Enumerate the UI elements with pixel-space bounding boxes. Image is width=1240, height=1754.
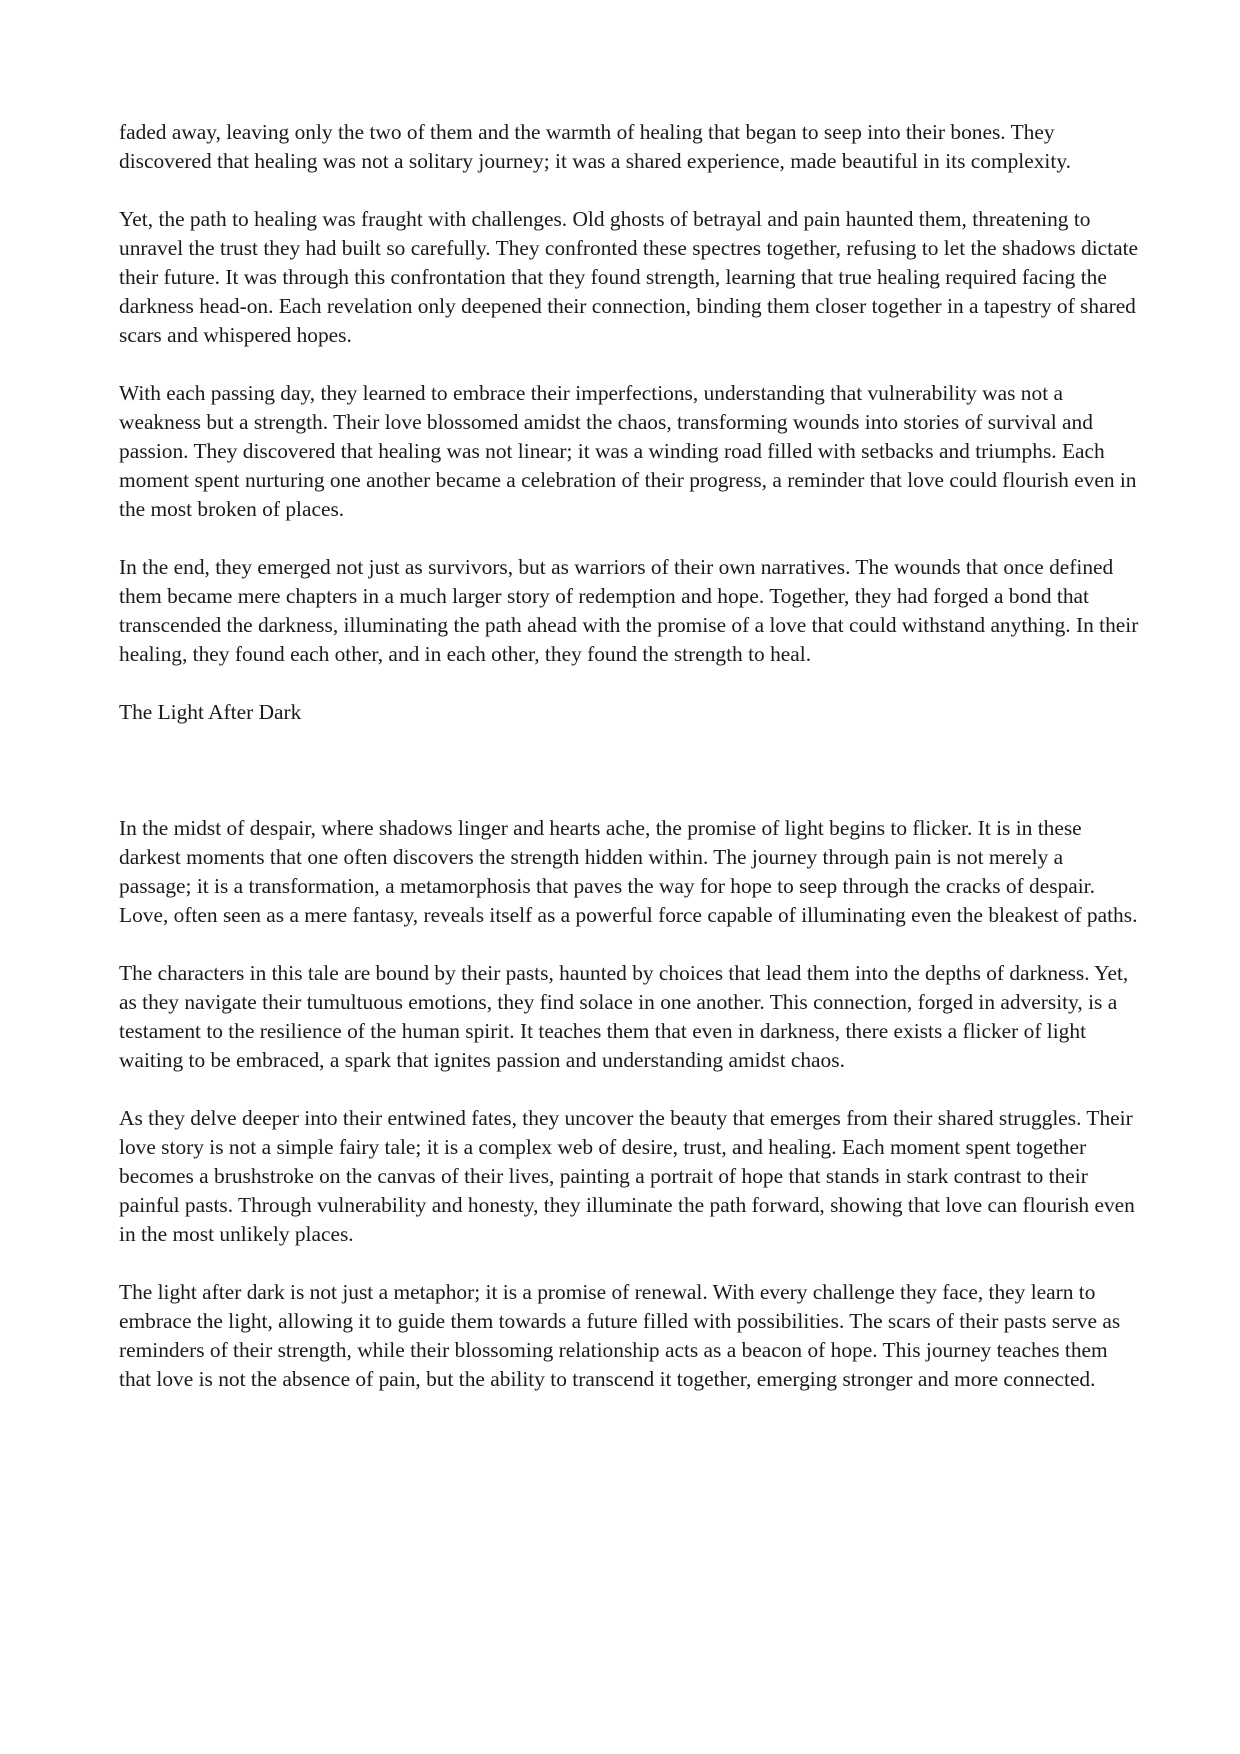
body-paragraph: In the midst of despair, where shadows linger and hearts ache, the promise of light begins to flicker. It is in these darkest moments that one often discovers the strength hidden within. The journey through pain is not merely a passage; it is a transformation, a metamorphosis that paves the way for hope to seep through the cracks of despair. Love, often seen as a mere fantasy, reveals itself as a powerful force capable of illuminating even the bleakest of paths. bbox=[119, 816, 1138, 927]
body-paragraph: As they delve deeper into their entwined fates, they uncover the beauty that emerges from their shared struggles. Their love story is not a simple fairy tale; it is a complex web of desire, trust, and healing. Each moment spent together becomes a brushstroke on the canvas of their lives, painting a portrait of hope that stands in stark contrast to their painful pasts. Through vulnerability and honesty, they illuminate the path forward, showing that love can flourish even in the most unlikely places. bbox=[119, 1106, 1135, 1246]
body-paragraph: Yet, the path to healing was fraught with challenges. Old ghosts of betrayal and pain haunted them, threatening to unravel the trust they had built so carefully. They confronted these spectres together, refusing to let the shadows dictate their future. It was through this confrontation that they found strength, learning that true healing required facing the darkness head-on. Each revelation only deepened their connection, binding them closer together in a tapestry of shared scars and whispered hopes. bbox=[119, 207, 1139, 347]
chapter-title: The Light After Dark bbox=[119, 700, 302, 724]
body-paragraph: faded away, leaving only the two of them and the warmth of healing that began to seep into their bones. They discovered that healing was not a solitary journey; it was a shared experience, made beautiful in its complexity. bbox=[119, 120, 1071, 173]
body-paragraph: The light after dark is not just a metaphor; it is a promise of renewal. With every challenge they face, they learn to embrace the light, allowing it to guide them towards a future filled with possibilities. The scars of their pasts serve as reminders of their strength, while their blossoming relationship acts as a beacon of hope. This journey teaches them that love is not the absence of pain, but the ability to transcend it together, emerging stronger and more connected. bbox=[119, 1280, 1121, 1391]
chapter-spacer bbox=[119, 727, 1140, 814]
body-paragraph: With each passing day, they learned to embrace their imperfections, understanding that vulnerability was not a weakness but a strength. Their love blossomed amidst the chaos, transforming wounds into stories of survival and passion. They discovered that healing was not linear; it was a winding road filled with setbacks and triumphs. Each moment spent nurturing one another became a celebration of their progress, a reminder that love could flourish even in the most broken of places. bbox=[119, 381, 1137, 521]
body-paragraph: In the end, they emerged not just as survivors, but as warriors of their own narratives. The wounds that once defined them became mere chapters in a much larger story of redemption and hope. Together, they had forged a bond that transcended the darkness, illuminating the path ahead with the promise of a love that could withstand anything. In their healing, they found each other, and in each other, they found the strength to heal. bbox=[119, 555, 1139, 666]
body-paragraph: The characters in this tale are bound by their pasts, haunted by choices that lead them into the depths of darkness. Yet, as they navigate their tumultuous emotions, they find solace in one another. This connection, forged in adversity, is a testament to the resilience of the human spirit. It teaches them that even in darkness, there exists a flicker of light waiting to be embraced, a spark that ignites passion and understanding amidst chaos. bbox=[119, 961, 1129, 1072]
